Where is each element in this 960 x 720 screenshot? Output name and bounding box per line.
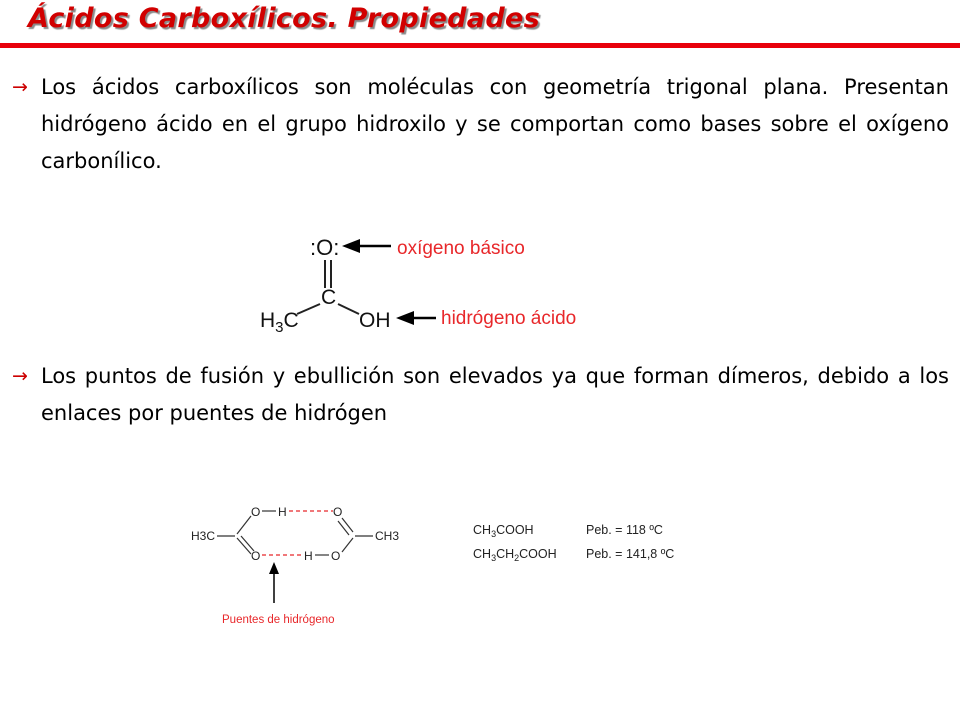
arrow-hydrogen-head-icon xyxy=(396,311,414,325)
bullet-paragraph-2: Los puntos de fusión y ebullición son elevados ya que forman dímeros, debido a los enlaces por puentes de hidrógen xyxy=(41,364,949,425)
bond-c-ch3 xyxy=(297,304,320,314)
bond-right-c-o-top-a xyxy=(342,518,353,532)
left-oxygen-top: O xyxy=(251,505,261,519)
bullet-arrow-icon: → xyxy=(12,76,28,98)
boiling-point-acetic: Peb. = 118 ºC xyxy=(586,523,663,537)
caption-arrow-head-icon xyxy=(269,562,279,574)
bond-right-c-o-top-b xyxy=(338,521,349,535)
formula-propanoic: $CH_3CH_2COOH$ xyxy=(473,547,557,563)
bullet-paragraph-1: Los ácidos carboxílicos son moléculas con geometría trigonal plana. Presentan hidrógeno ácido en el grupo hidroxilo y se comportan como bases sobre el oxígeno carbonílico. xyxy=(41,75,949,173)
bond-right-c-o-bottom xyxy=(342,538,353,552)
hydrogen-top: H xyxy=(278,505,287,519)
arrow-oxygen-head-icon xyxy=(342,239,360,253)
carbonyl-oxygen: :O: xyxy=(310,235,340,260)
right-oxygen-top: O xyxy=(333,505,343,519)
boiling-point-propanoic: Peb. = 141,8 ºC xyxy=(586,547,675,561)
acetic-acid-structure xyxy=(250,228,600,338)
methyl-group: $H_3C$ xyxy=(260,309,299,336)
carbon-atom: C xyxy=(321,286,337,309)
right-oxygen-bottom: O xyxy=(331,549,341,563)
carboxylic-acid-dimer xyxy=(185,498,715,633)
title-underline xyxy=(0,43,960,48)
bullet-arrow-icon: → xyxy=(12,365,28,387)
hydrogen-bottom: H xyxy=(304,549,313,563)
label-hydrogen-acid: hidrógeno ácido xyxy=(441,308,577,329)
left-oxygen-bottom: O xyxy=(251,549,261,563)
right-methyl: CH3 xyxy=(375,529,400,543)
hydrogen-bridge-caption: Puentes de hidrógeno xyxy=(222,614,335,626)
page-title: Ácidos Carboxílicos. Propiedades xyxy=(28,3,540,34)
hydroxyl-group: OH xyxy=(359,309,391,332)
formula-acetic: $CH_3COOH$ xyxy=(473,523,534,539)
bond-left-c-o-top xyxy=(237,516,251,534)
bond-c-oh xyxy=(338,304,359,314)
left-methyl: H3C xyxy=(191,529,216,543)
label-oxygen-basic: oxígeno básico xyxy=(397,238,525,259)
